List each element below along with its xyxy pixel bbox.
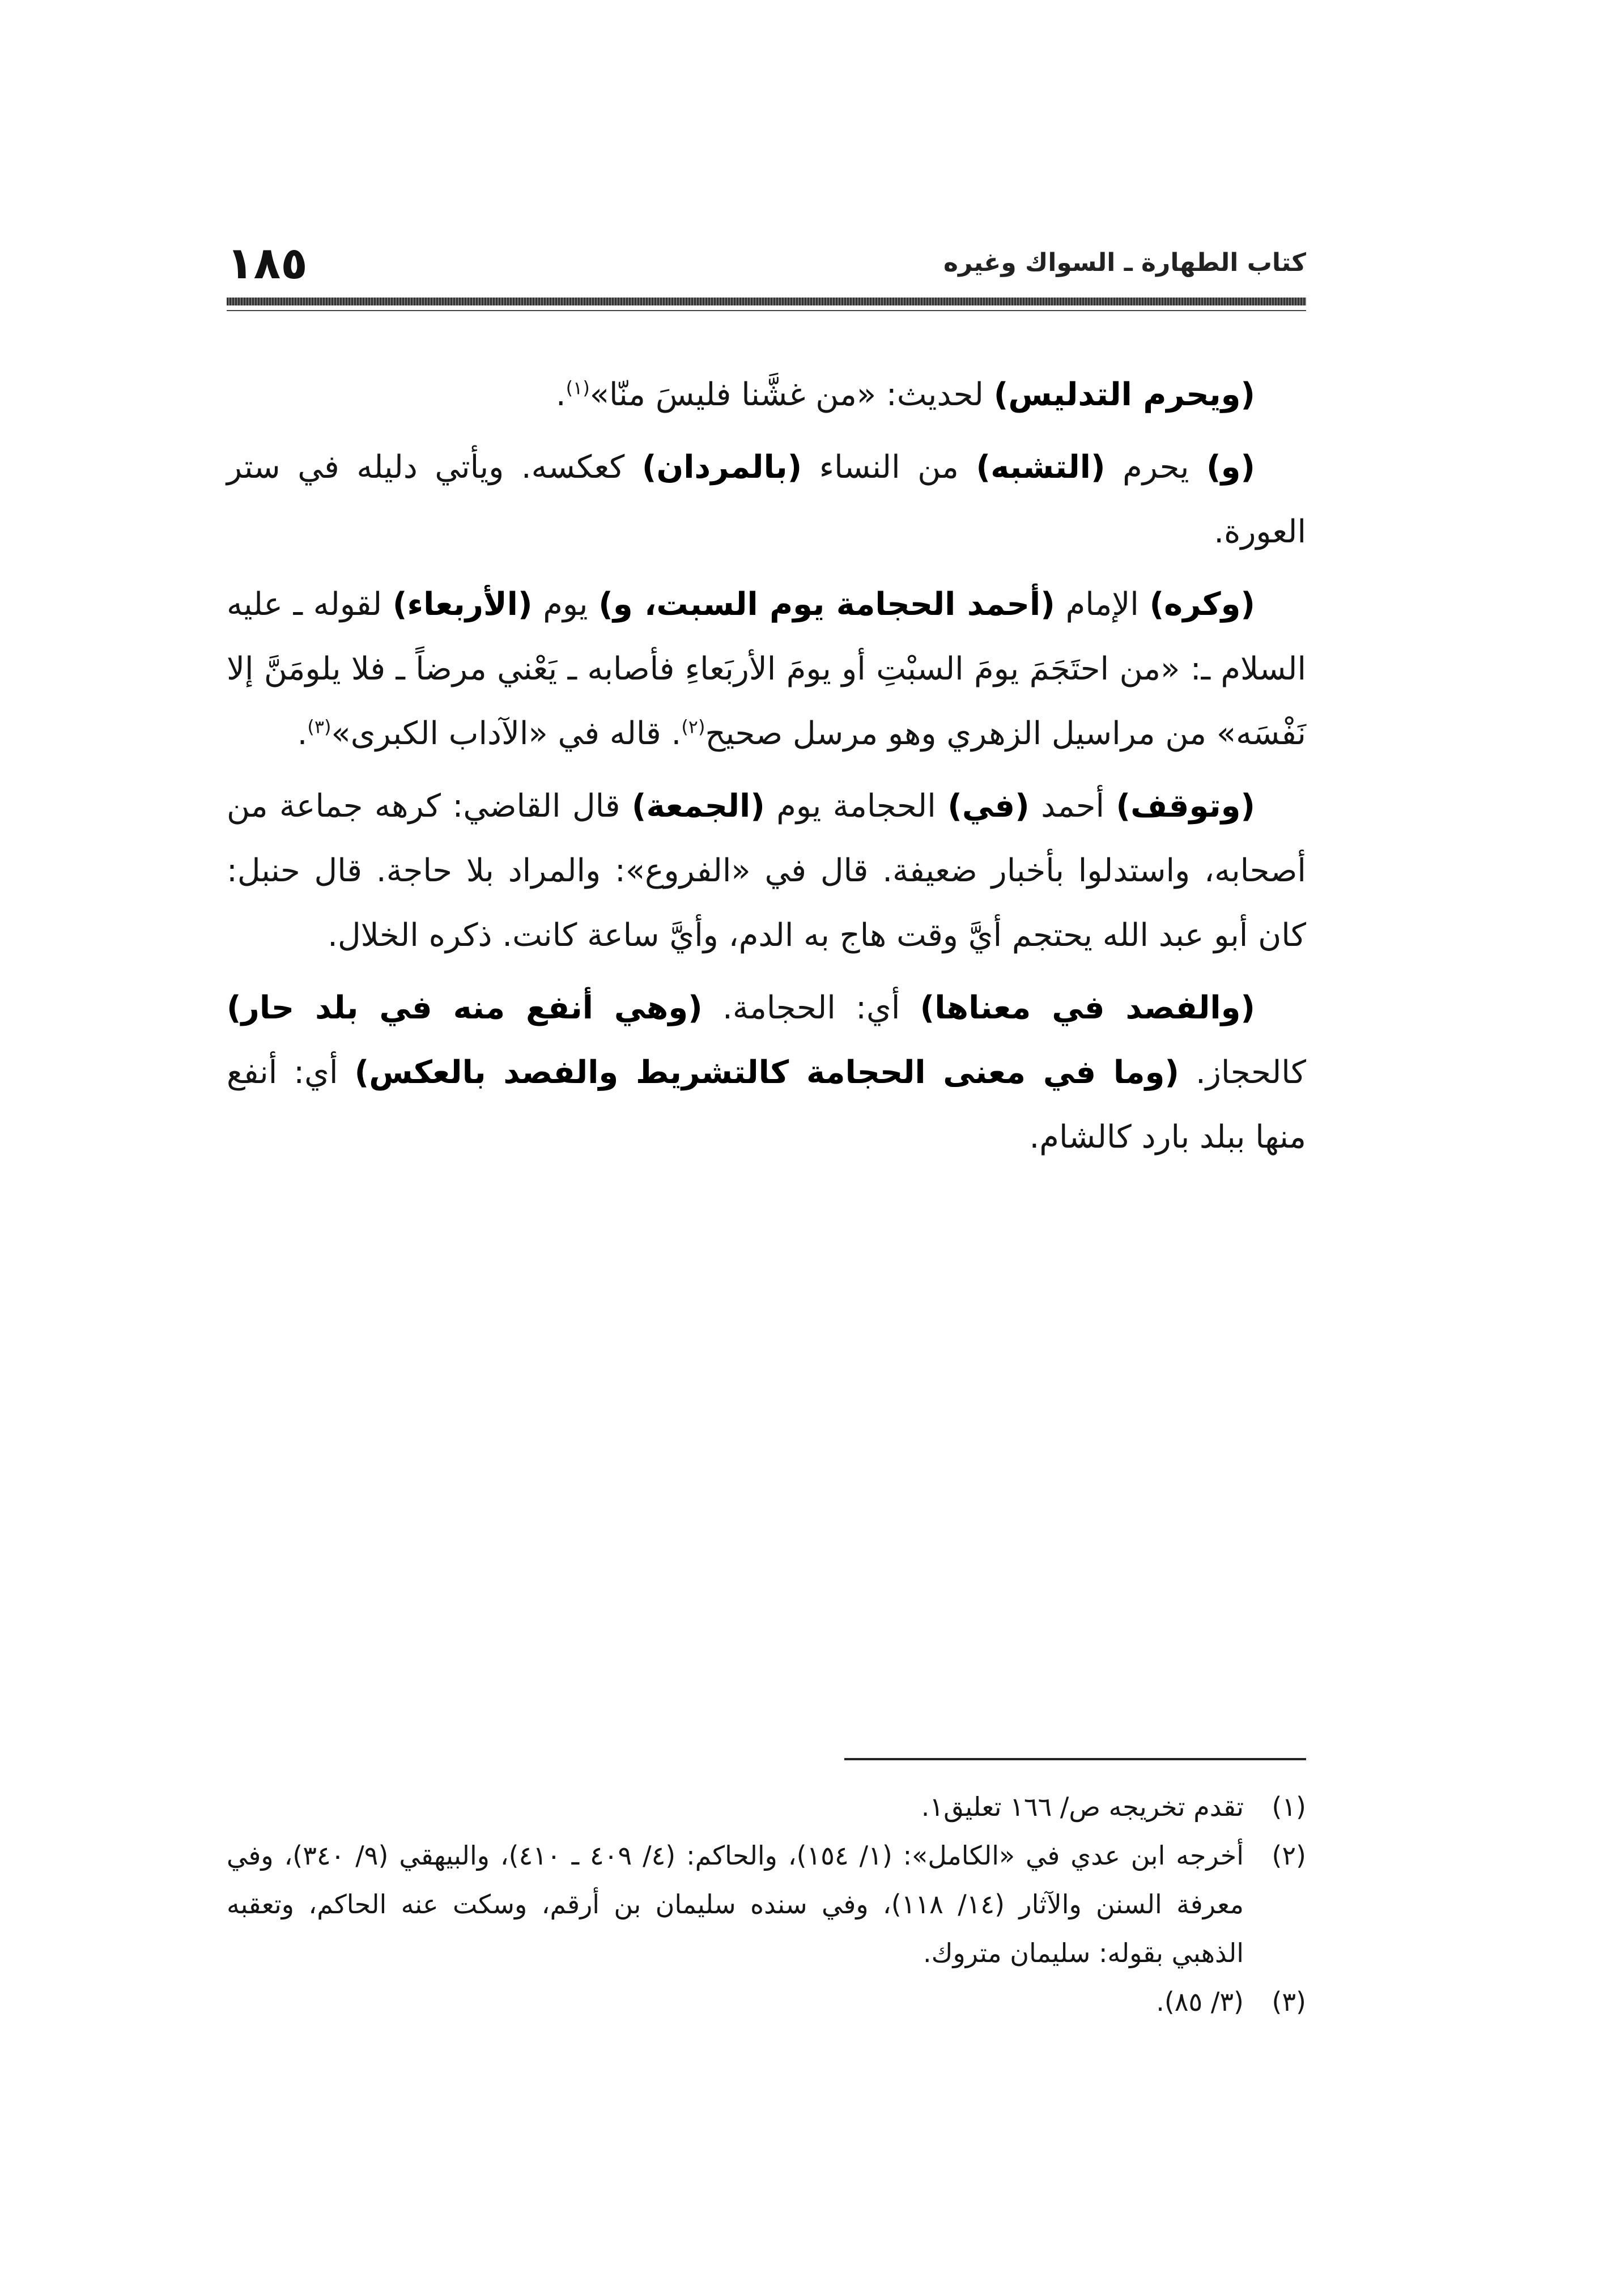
bold-phrase: (بالمردان) <box>641 449 802 486</box>
footnotes <box>227 1782 1306 2026</box>
running-title: كتاب الطهارة ـ السواك وغيره <box>943 248 1306 277</box>
bold-phrase: (وهي أنفع منه في بلد حار) <box>227 990 703 1026</box>
footnote-ref: (٢) <box>681 716 705 738</box>
paragraph-1 <box>227 363 1306 427</box>
bold-phrase: (وما في معنى الحجامة كالتشريط والفصد بالعكس) <box>354 1054 1179 1091</box>
text-run: الحجامة يوم <box>764 788 948 825</box>
text-run: كالحجاز. <box>1179 1054 1307 1091</box>
header-rule-thick <box>227 298 1306 305</box>
paragraph-4 <box>227 774 1306 968</box>
text-run: قال القاضي: كرهه جماعة من أصحابه، واستدلوا بأخبار ضعيفة. قال في «الفروع»: والمراد بلا حاجة. قال حنبل: كان أبو عبد الله يحتجم أيَّ وقت هاج به الدم، وأيَّ ساعة كانت. ذكره الخلال. <box>227 788 1306 954</box>
text-run: . <box>555 376 566 413</box>
bold-phrase: (و) <box>1206 449 1256 486</box>
text-run: . <box>297 715 308 752</box>
paragraph-3 <box>227 572 1306 766</box>
text-run: الإمام <box>1055 586 1150 623</box>
footnote-ref: (٣) <box>307 716 331 738</box>
footnote-item <box>227 1831 1306 1977</box>
text-run: . قاله في «الآداب الكبرى» <box>331 715 682 752</box>
paragraph-2 <box>227 435 1306 564</box>
bold-phrase: (الأربعاء) <box>392 586 533 623</box>
footnote-item <box>227 1977 1306 2026</box>
footnote-item <box>227 1782 1306 1831</box>
footnote-number: (١) <box>1272 1791 1306 1822</box>
text-run: لحديث: «من غشَّنا فليسَ منّا» <box>589 376 994 413</box>
text-run: لقوله ـ عليه السلام ـ: «من احتَجَمَ يومَ السبْتِ أو يومَ الأربَعاءِ فأصابه ـ يَعْني مرضاً ـ فلا يلومَنَّ إلا نَفْسَه» من مراسيل الزهري وهو مرسل صحيح <box>227 586 1306 752</box>
bold-phrase: (والفصد في معناها) <box>920 990 1256 1026</box>
footnote-text: تقدم تخريجه ص/ ١٦٦ تعليق١. <box>921 1791 1244 1822</box>
text-run: أي: الحجامة. <box>702 990 920 1026</box>
footnote-ref: (١) <box>566 377 590 399</box>
text-run: من النساء <box>802 449 976 486</box>
bold-phrase: (وكره) <box>1149 586 1256 623</box>
text-run: يحرم <box>1105 449 1207 486</box>
main-text <box>227 363 1306 1170</box>
page-number: ١٨٥ <box>227 238 308 289</box>
text-run: يوم <box>532 586 599 623</box>
bold-phrase: (في) <box>947 788 1030 825</box>
bold-phrase: (ويحرم التدليس) <box>993 376 1255 413</box>
text-run: كعكسه. ويأتي دليله في ستر العورة. <box>227 449 1306 550</box>
bold-phrase: (وتوقف) <box>1116 788 1255 825</box>
bold-phrase: (التشبه) <box>976 449 1106 486</box>
footnote-separator <box>844 1758 1306 1760</box>
footnote-text: أخرجه ابن عدي في «الكامل»: (١/ ١٥٤)، والحاكم: (٤/ ٤٠٩ ـ ٤١٠)، والبيهقي (٩/ ٣٤٠)، وفي معرفة السنن والآثار (١٤/ ١١٨)، وفي سنده سليمان بن أرقم، وسكت عنه الحاكم، وتعقبه الذهبي بقوله: سليمان متروك. <box>227 1840 1244 1968</box>
bold-phrase: (أحمد الحجامة يوم السبت، و) <box>598 586 1055 623</box>
paragraph-5 <box>227 976 1306 1170</box>
page-header <box>227 238 1306 289</box>
footnote-number: (٢) <box>1272 1840 1306 1871</box>
footnote-number: (٣) <box>1272 1986 1306 2017</box>
footnote-text: (٣/ ٨٥). <box>1156 1986 1244 2017</box>
text-run: أي: أنفع منها ببلد بارد كالشام. <box>227 1054 1306 1156</box>
header-rule-thin <box>227 310 1306 311</box>
bold-phrase: (الجمعة) <box>631 788 765 825</box>
text-run: أحمد <box>1029 788 1116 825</box>
